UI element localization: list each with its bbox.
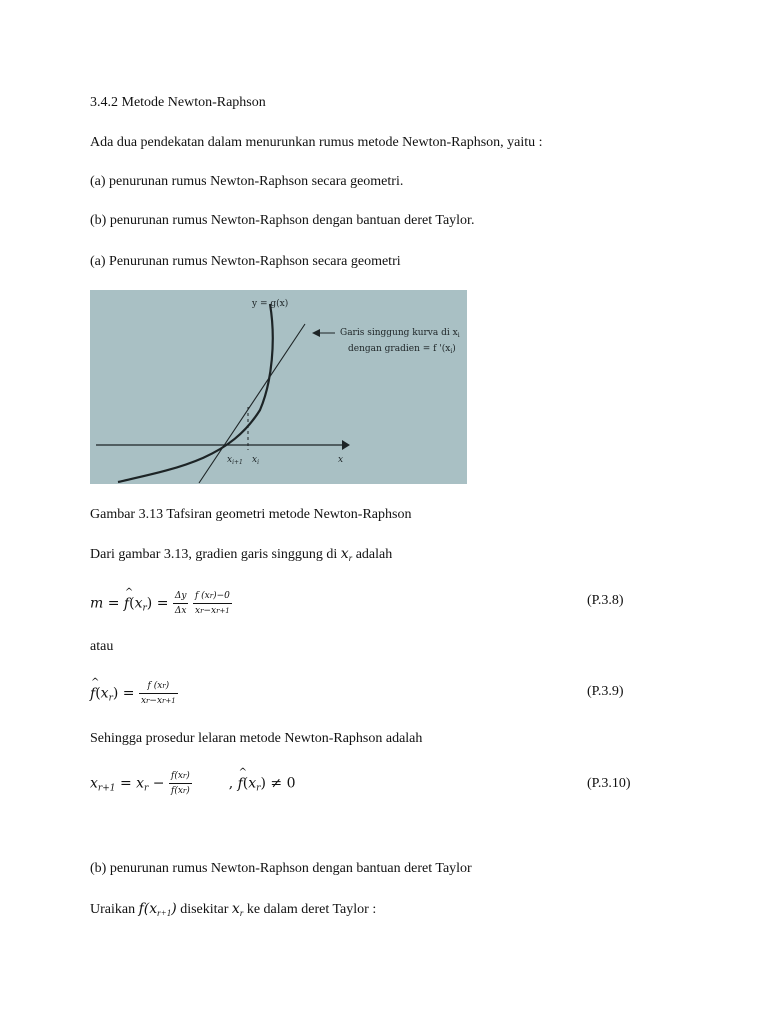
procedure-sentence: Sehingga prosedur lelaran metode Newton-Raphson adalah [90, 731, 423, 746]
subsection-b-title: (b) penurunan rumus Newton-Raphson dengan bantuan deret Taylor [90, 861, 472, 876]
equation-p38: m = ^ $f(x_r)$ = $\frac{\Delta y}{\Delta x}$ $\frac{f (xr)-0}{xr-xr+1}$ [90, 590, 232, 617]
equation-p39: ^ $f(x_r)$ = $\frac{f (xr)}{xr-xr+1}$ [90, 680, 178, 707]
curve-g [118, 304, 273, 482]
equation-label-p39: (P.3.9) [587, 684, 624, 699]
annotation-line-1: Garis singgung kurva di $x_i$ [340, 328, 460, 339]
annotation-arrow-head [312, 329, 320, 337]
intro-paragraph: Ada dua pendekatan dalam menurunkan rumus metode Newton-Raphson, yaitu : [90, 135, 543, 150]
newton-raphson-figure [90, 290, 467, 484]
annotation-line-2: dengan gradien = f '$(x_i)$ [348, 344, 456, 355]
list-item-b: (b) penurunan rumus Newton-Raphson dengan bantuan deret Taylor. [90, 213, 475, 228]
equation-label-p38: (P.3.8) [587, 593, 624, 608]
figure-caption: Gambar 3.13 Tafsiran geometri metode Newton-Raphson [90, 507, 412, 522]
equation-label-p310: (P.3.10) [587, 776, 631, 791]
taylor-sentence: Uraikan $f(x_{r+1})$ disekitar $x_r$ ke dalam deret Taylor : [90, 901, 377, 918]
y-axis-label: y = g(x) [252, 299, 289, 309]
tick-label-xi: $x_i$ [252, 455, 259, 466]
section-heading: 3.4.2 Metode Newton-Raphson [90, 95, 266, 110]
gradient-sentence: Dari gambar 3.13, gradien garis singgung di $x_r$ adalah [90, 546, 393, 563]
x-axis-label: x [338, 455, 344, 465]
equation-p310: $x_{r+1} = x_r$ − $\frac{f(xr)}{f(xr)}$ , ^ $f(x_r) \ne 0$ [90, 770, 295, 797]
tick-label-xi1: $x_{i+1}$ [227, 455, 243, 466]
subsection-a-title: (a) Penurunan rumus Newton-Raphson secara geometri [90, 254, 401, 269]
x-axis-arrow [342, 440, 350, 450]
list-item-a: (a) penurunan rumus Newton-Raphson secara geometri. [90, 174, 404, 189]
atau-text: atau [90, 639, 114, 654]
